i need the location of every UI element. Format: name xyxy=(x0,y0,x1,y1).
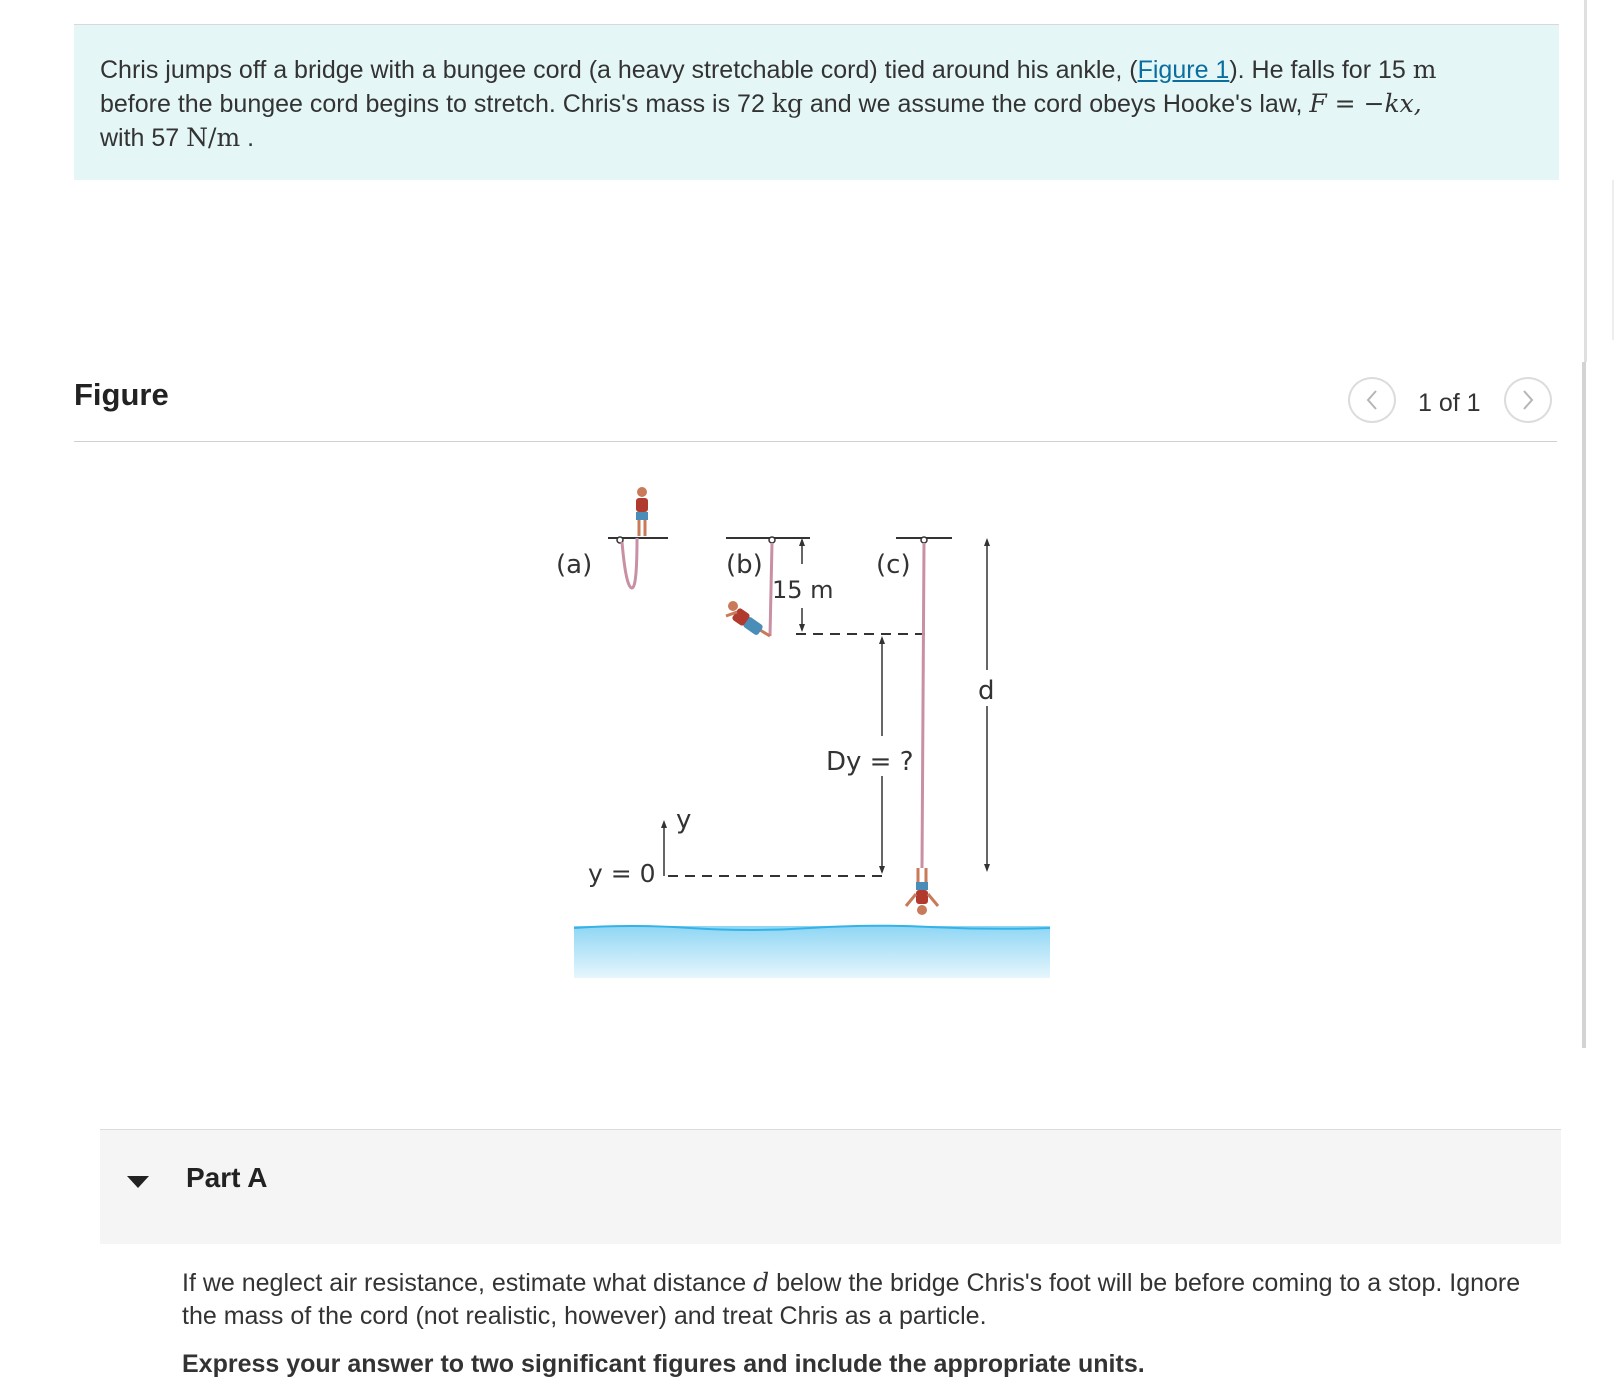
part-a-label: Part A xyxy=(186,1162,268,1193)
scrollbar-track[interactable] xyxy=(1584,0,1587,362)
anchor-c xyxy=(921,537,927,543)
fall-arrow-up-head xyxy=(799,538,805,546)
d-arrow-up-head xyxy=(984,538,990,546)
problem-text-6: . xyxy=(240,124,255,152)
figure-pager: 1 of 1 xyxy=(1418,389,1481,417)
unit-kilograms: kg xyxy=(771,89,803,118)
water xyxy=(574,926,1050,978)
slack-cord-a xyxy=(622,538,637,588)
jumper-standing xyxy=(636,487,648,536)
dy-label: Dy = ? xyxy=(826,747,914,777)
dy-arrow-down-head xyxy=(879,866,885,874)
chevron-right-icon xyxy=(1521,389,1535,411)
question-text-2: below the bridge Chris's foot will be before coming to a stop. Ignore the mass of the cord (not realistic, however) and treat Chris as a particle. xyxy=(182,1269,1521,1330)
caret-down-icon[interactable] xyxy=(126,1175,150,1189)
jumper-lowest-point xyxy=(906,868,938,915)
part-a-question xyxy=(182,1266,1552,1333)
problem-text-2: ). He falls for 15 xyxy=(1229,56,1413,84)
y-axis-label: y xyxy=(676,805,692,835)
unit-meters: m xyxy=(1412,55,1437,84)
next-figure-button[interactable] xyxy=(1504,377,1552,423)
d-label: d xyxy=(978,676,995,706)
label-a: (a) xyxy=(556,550,593,580)
label-b: (b) xyxy=(726,550,763,580)
stretched-cord-c xyxy=(922,543,924,868)
figure-divider xyxy=(74,441,1557,442)
scrollbar-thumb[interactable] xyxy=(1582,362,1586,1048)
problem-text-3: before the bungee cord begins to stretch. Chris's mass is 72 xyxy=(100,90,772,118)
problem-text-5: with 57 xyxy=(100,124,187,152)
d-arrow-down-head xyxy=(984,864,990,872)
question-text-1: If we neglect air resistance, estimate what distance xyxy=(182,1269,754,1297)
fall-distance-label: 15 m xyxy=(772,576,834,604)
figure-1-link[interactable]: Figure 1 xyxy=(1137,56,1230,84)
bungee-diagram-svg xyxy=(540,470,1080,990)
anchor-b xyxy=(769,537,775,543)
y-axis-arrowhead xyxy=(661,820,667,828)
fall-arrow-down-head xyxy=(799,624,805,632)
dy-arrow-up-head xyxy=(879,636,885,644)
chevron-left-icon xyxy=(1365,389,1379,411)
scrollbar-edge xyxy=(1612,180,1614,340)
unit-newton-per-meter: N/m xyxy=(186,123,241,152)
problem-statement xyxy=(74,25,1559,180)
part-a-header[interactable] xyxy=(100,1130,1561,1244)
answer-instruction: Express your answer to two significant figures and include the appropriate units. xyxy=(182,1350,1145,1378)
figure-title: Figure xyxy=(74,377,169,412)
hookes-law-equation: F = −kx, xyxy=(1309,89,1422,118)
label-c: (c) xyxy=(876,550,911,580)
variable-d: d xyxy=(753,1268,770,1297)
problem-text-1: Chris jumps off a bridge with a bungee cord (a heavy stretchable cord) tied around his ankle, ( xyxy=(100,56,1138,84)
problem-text-4: and we assume the cord obeys Hooke's law, xyxy=(802,90,1310,118)
jumper-falling xyxy=(726,601,770,636)
bungee-diagram xyxy=(540,470,1080,990)
y-zero-label: y = 0 xyxy=(588,859,656,888)
previous-figure-button[interactable] xyxy=(1348,377,1396,423)
